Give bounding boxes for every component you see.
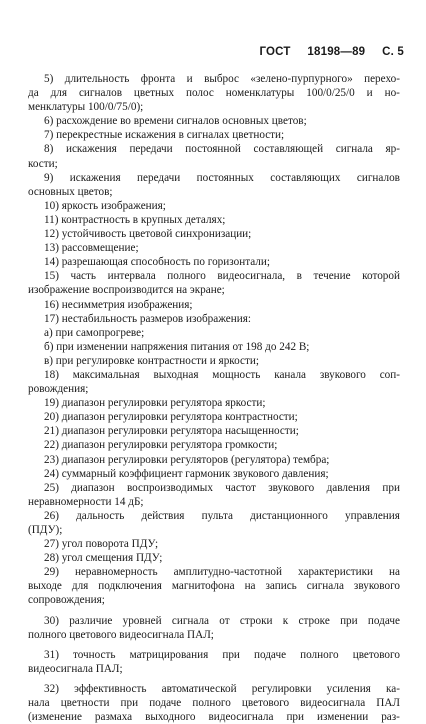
- text-line: 31) точность матрицирования при подаче полного цветового: [44, 648, 400, 661]
- text-line: в) при регулировке контрастности и яркости;: [44, 354, 259, 367]
- text-line: 10) яркость изображения;: [44, 199, 166, 212]
- text-line: (ПДУ);: [28, 524, 63, 536]
- text-line: сопровождения;: [28, 594, 105, 607]
- text-line: 23) диапазон регулировки регуляторов (регулятора) тембра;: [44, 453, 330, 466]
- text-line: 9) искажения передачи постоянных составляющих сигналов: [44, 171, 400, 184]
- text-line: 26) дальность действия пульта дистанционного управления: [44, 509, 400, 522]
- text-line: нала цветности при подаче полного цветового видеосигнала ПАЛ: [28, 697, 400, 710]
- text-line: 8) искажения передачи постоянной составляющей сигнала яр-: [44, 143, 400, 156]
- page-header: [259, 46, 404, 58]
- text-line: 16) несимметрия изображения;: [44, 298, 193, 311]
- text-line: (изменение размаха выходного видеосигнала при изменении раз-: [28, 711, 400, 724]
- text-line: а) при самопрогреве;: [44, 326, 145, 339]
- text-line: менклатуры 100/0/75/0);: [28, 101, 144, 114]
- page-number: С. 5: [382, 46, 404, 58]
- text-line: выходе для подключения магнитофона на запись сигнала звукового: [28, 580, 400, 593]
- text-line: 12) устойчивость цветовой синхронизации;: [44, 228, 252, 241]
- text-line: 15) часть интервала полного видеосигнала, в течение которой: [44, 270, 400, 283]
- text-line: ровождения;: [28, 383, 89, 396]
- text-line: 28) угол смещения ПДУ;: [44, 552, 163, 565]
- text-line: 30) различие уровней сигнала от строки к строке при подаче: [44, 614, 400, 627]
- text-line: да для сигналов цветных полос номенклатуры 100/0/25/0 и но-: [28, 87, 400, 100]
- text-line: 24) суммарный коэффициент гармоник звукового давления;: [44, 467, 329, 480]
- text-line: видеосигнала ПАЛ;: [28, 662, 123, 675]
- text-line: полного цветового видеосигнала ПАЛ;: [28, 628, 214, 641]
- text-line: 18) максимальная выходная мощность канала звукового соп-: [44, 368, 400, 381]
- text-line: 22) диапазон регулировки регулятора громкости;: [44, 439, 278, 452]
- text-line: 20) диапазон регулировки регулятора контрастности;: [44, 411, 298, 424]
- standard-label: ГОСТ: [259, 46, 291, 58]
- text-line: 7) перекрестные искажения в сигналах цветности;: [44, 129, 285, 142]
- text-line: изображение воспроизводится на экране;: [28, 284, 225, 297]
- document-body: [28, 72, 400, 724]
- text-line: 13) рассовмещение;: [44, 242, 139, 255]
- text-line: 5) длительность фронта и выброс «зелено-пурпурного» перехо-: [44, 73, 400, 85]
- text-line: неравномерности 14 дБ;: [28, 495, 144, 508]
- text-line: 17) нестабильность размеров изображения:: [44, 312, 251, 325]
- text-line: 19) диапазон регулировки регулятора яркости;: [44, 397, 266, 410]
- text-line: 6) расхождение во времени сигналов основных цветов;: [44, 115, 307, 128]
- text-line: 14) разрешающая способность по горизонтали;: [44, 256, 270, 269]
- text-line: 11) контрастность в крупных деталях;: [44, 213, 226, 226]
- text-line: 27) угол поворота ПДУ;: [44, 538, 159, 551]
- text-line: б) при изменении напряжения питания от 198 до 242 В;: [44, 340, 310, 353]
- text-line: 25) диапазон воспроизводимых частот звукового давления при: [44, 481, 400, 494]
- text-line: 32) эффективность автоматической регулировки усиления ка-: [44, 682, 400, 695]
- text-line: кости;: [28, 157, 58, 170]
- text-line: 21) диапазон регулировки регулятора насыщенности;: [44, 425, 299, 438]
- standard-number: 18198—89: [307, 46, 366, 58]
- text-line: основных цветов;: [28, 185, 113, 198]
- text-line: 29) неравномерность амплитудно-частотной характеристики на: [44, 566, 400, 579]
